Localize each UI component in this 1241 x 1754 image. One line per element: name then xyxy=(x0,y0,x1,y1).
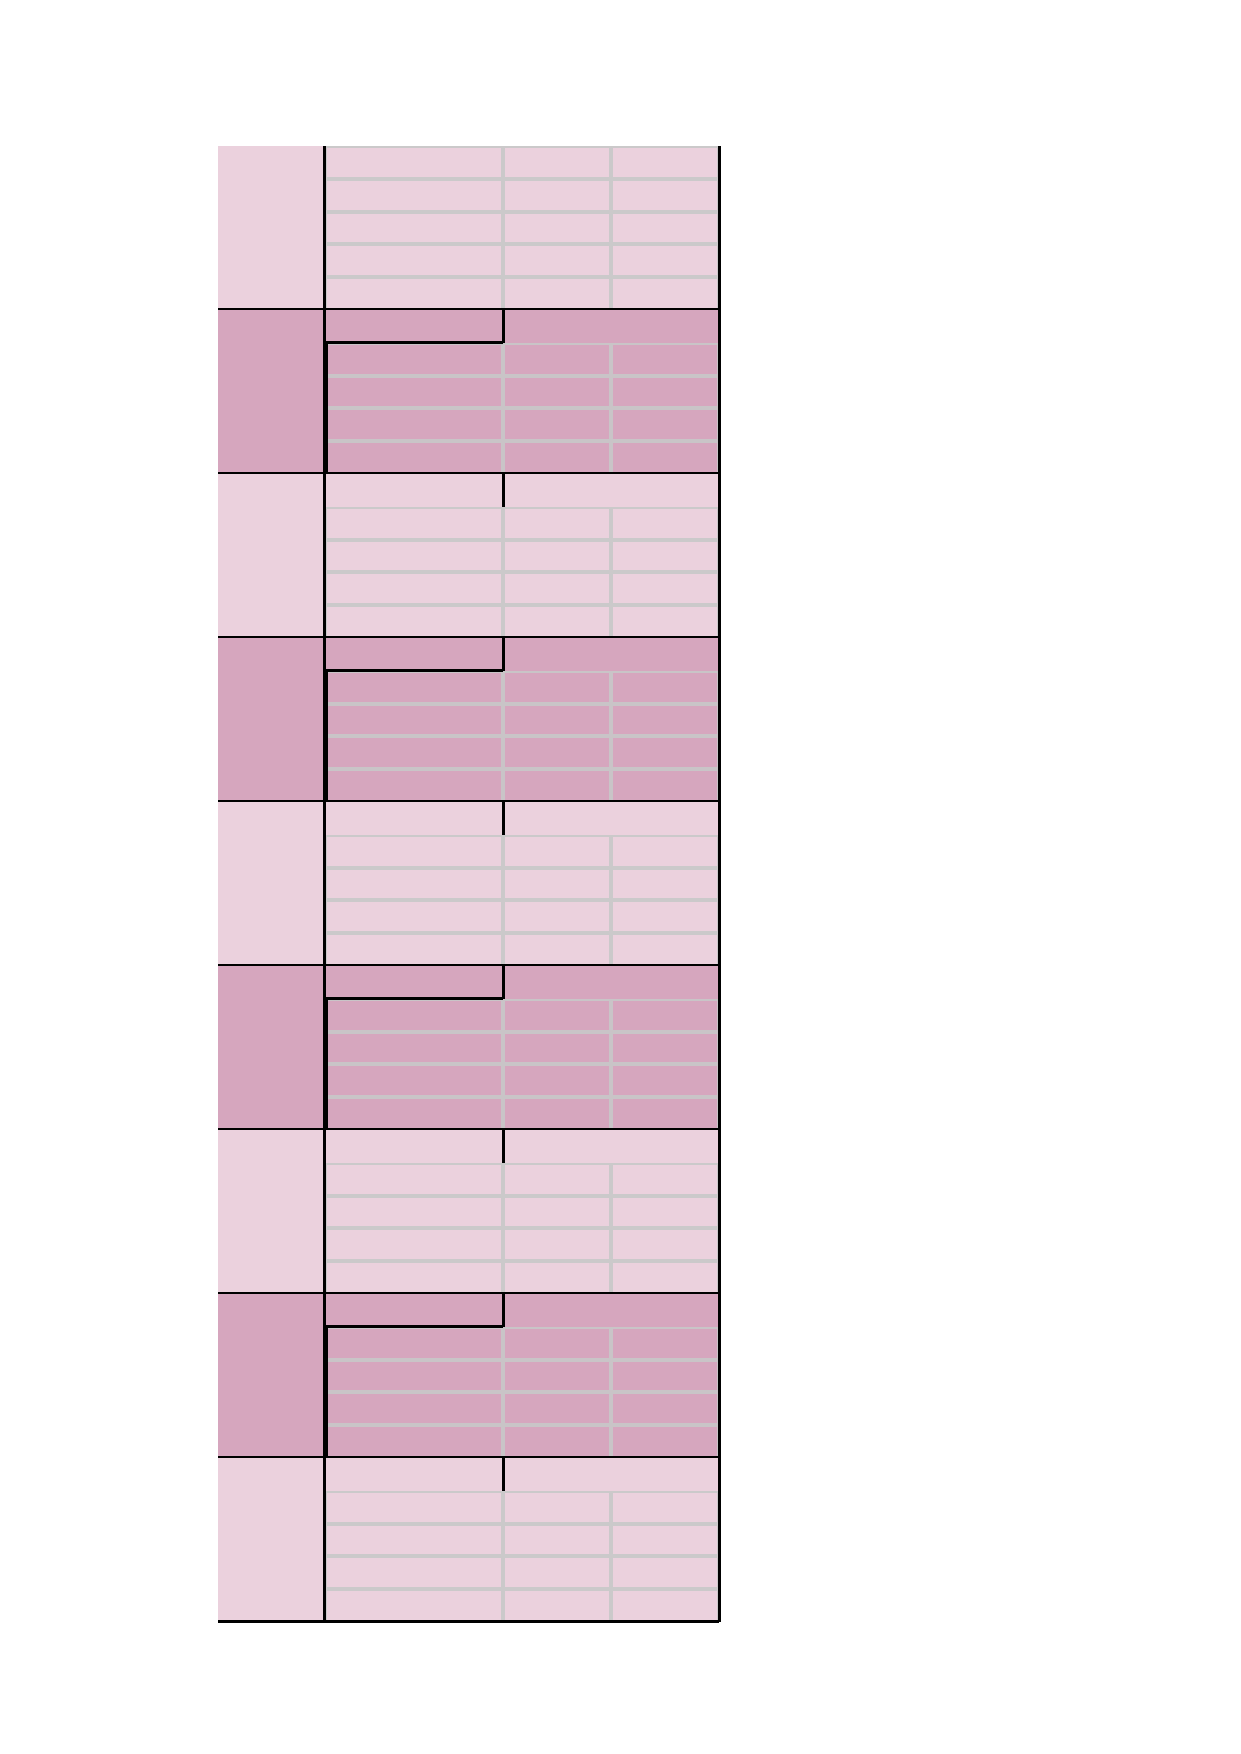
score-cell[interactable] xyxy=(503,146,611,179)
player-row xyxy=(325,835,719,868)
name-cell xyxy=(325,1360,503,1393)
game-id-row xyxy=(325,966,719,999)
name-cell xyxy=(325,1228,503,1261)
player-row xyxy=(325,441,719,474)
score-cell[interactable] xyxy=(611,671,719,704)
d1-group xyxy=(218,310,719,474)
name-cell xyxy=(325,933,503,966)
score-cell[interactable] xyxy=(503,736,611,769)
name-cell xyxy=(325,1261,503,1294)
d1-group-label xyxy=(218,310,325,474)
score-cell[interactable] xyxy=(503,1589,611,1622)
d1-group xyxy=(218,474,719,638)
border-line xyxy=(502,638,505,671)
game-id-row xyxy=(325,1294,719,1327)
game-id-field[interactable] xyxy=(503,966,719,999)
score-cell[interactable] xyxy=(503,1524,611,1557)
score-cell[interactable] xyxy=(503,1425,611,1458)
score-cell[interactable] xyxy=(503,933,611,966)
score-cell[interactable] xyxy=(503,1491,611,1524)
name-cell xyxy=(325,1097,503,1130)
player-row xyxy=(325,212,719,245)
name-cell xyxy=(325,671,503,704)
score-cell[interactable] xyxy=(611,277,719,310)
player-row xyxy=(325,244,719,277)
name-cell xyxy=(325,1392,503,1425)
score-cell[interactable] xyxy=(503,704,611,737)
player-row xyxy=(325,1392,719,1425)
score-cell[interactable] xyxy=(611,900,719,933)
border-line xyxy=(502,966,505,999)
score-cell[interactable] xyxy=(611,540,719,573)
player-row xyxy=(325,1163,719,1196)
name-cell xyxy=(325,999,503,1032)
score-cell[interactable] xyxy=(503,179,611,212)
player-row xyxy=(325,1228,719,1261)
name-cell xyxy=(325,868,503,901)
name-cell xyxy=(325,1064,503,1097)
game-id-row xyxy=(325,310,719,343)
score-cell[interactable] xyxy=(503,1360,611,1393)
player-row xyxy=(325,572,719,605)
score-cell[interactable] xyxy=(503,441,611,474)
score-cell[interactable] xyxy=(503,671,611,704)
score-cell[interactable] xyxy=(503,1097,611,1130)
d1-group-label xyxy=(218,638,325,802)
score-cell[interactable] xyxy=(503,1163,611,1196)
score-cell[interactable] xyxy=(503,999,611,1032)
name-cell xyxy=(325,1491,503,1524)
name-cell xyxy=(325,507,503,540)
d1-group-label xyxy=(218,474,325,638)
player-row xyxy=(325,376,719,409)
score-cell[interactable] xyxy=(503,1392,611,1425)
score-cell[interactable] xyxy=(503,1228,611,1261)
score-cell[interactable] xyxy=(611,999,719,1032)
score-cell[interactable] xyxy=(611,736,719,769)
score-cell[interactable] xyxy=(611,343,719,376)
d1-group-label xyxy=(218,1458,325,1622)
d1-group xyxy=(218,802,719,966)
score-cell[interactable] xyxy=(503,408,611,441)
d1-group xyxy=(218,1130,719,1294)
score-cell[interactable] xyxy=(611,605,719,638)
score-cell[interactable] xyxy=(503,212,611,245)
score-cell[interactable] xyxy=(611,244,719,277)
score-cell[interactable] xyxy=(503,900,611,933)
border-line xyxy=(323,1458,326,1622)
player-row xyxy=(325,1360,719,1393)
player-row xyxy=(325,1556,719,1589)
d1-group xyxy=(218,966,719,1130)
score-cell[interactable] xyxy=(611,933,719,966)
border-line xyxy=(502,1294,505,1327)
border-line xyxy=(325,999,328,1130)
player-row xyxy=(325,1491,719,1524)
score-cell[interactable] xyxy=(611,1327,719,1360)
border-line xyxy=(502,474,505,507)
score-cell[interactable] xyxy=(503,1556,611,1589)
score-cell[interactable] xyxy=(611,868,719,901)
player-row xyxy=(325,507,719,540)
player-row xyxy=(325,540,719,573)
name-cell xyxy=(325,736,503,769)
border-line xyxy=(218,1620,719,1623)
score-cell[interactable] xyxy=(611,1491,719,1524)
name-cell xyxy=(325,1032,503,1065)
score-cell[interactable] xyxy=(503,1327,611,1360)
player-row xyxy=(325,999,719,1032)
player-row xyxy=(325,1196,719,1229)
score-cell[interactable] xyxy=(503,1261,611,1294)
player-row xyxy=(325,408,719,441)
name-cell xyxy=(325,704,503,737)
game-id-field[interactable] xyxy=(503,310,719,343)
score-cell[interactable] xyxy=(503,572,611,605)
score-cell[interactable] xyxy=(503,507,611,540)
score-cell[interactable] xyxy=(611,507,719,540)
d1-group-label xyxy=(218,146,325,310)
player-row xyxy=(325,1064,719,1097)
name-cell xyxy=(325,1196,503,1229)
d1-group-label xyxy=(218,802,325,966)
player-row xyxy=(325,1524,719,1557)
score-cell[interactable] xyxy=(611,1524,719,1557)
name-cell xyxy=(325,146,503,179)
name-cell xyxy=(325,441,503,474)
score-cell[interactable] xyxy=(611,1097,719,1130)
name-cell xyxy=(325,769,503,802)
score-cell[interactable] xyxy=(611,1392,719,1425)
score-cell[interactable] xyxy=(611,441,719,474)
player-row xyxy=(325,1097,719,1130)
d1-group xyxy=(218,146,719,310)
player-row xyxy=(325,1032,719,1065)
player-row xyxy=(325,1589,719,1622)
name-cell xyxy=(325,900,503,933)
player-row xyxy=(325,277,719,310)
name-cell xyxy=(325,1163,503,1196)
name-cell xyxy=(325,1327,503,1360)
player-row xyxy=(325,736,719,769)
d1-group xyxy=(218,638,719,802)
game-id-field[interactable] xyxy=(503,638,719,671)
game-id-row xyxy=(325,474,719,507)
d1-group xyxy=(218,1294,719,1458)
score-cell[interactable] xyxy=(611,1360,719,1393)
border-line xyxy=(323,474,326,638)
score-cell[interactable] xyxy=(503,1064,611,1097)
score-cell[interactable] xyxy=(611,835,719,868)
score-cell[interactable] xyxy=(611,1196,719,1229)
score-cell[interactable] xyxy=(611,1032,719,1065)
score-cell[interactable] xyxy=(611,1425,719,1458)
name-cell xyxy=(325,244,503,277)
player-row xyxy=(325,1261,719,1294)
score-cell[interactable] xyxy=(503,835,611,868)
player-row xyxy=(325,704,719,737)
name-cell xyxy=(325,376,503,409)
score-cell[interactable] xyxy=(503,868,611,901)
d1-group-label xyxy=(218,966,325,1130)
score-cell[interactable] xyxy=(611,572,719,605)
border-line xyxy=(502,802,505,835)
score-cell[interactable] xyxy=(611,376,719,409)
score-cell[interactable] xyxy=(503,540,611,573)
game-id-field[interactable] xyxy=(503,474,719,507)
border-line xyxy=(325,343,328,474)
border-line xyxy=(323,146,326,310)
player-row xyxy=(325,769,719,802)
score-cell[interactable] xyxy=(611,1556,719,1589)
name-cell xyxy=(325,1425,503,1458)
player-row xyxy=(325,343,719,376)
score-cell[interactable] xyxy=(611,408,719,441)
game-id-row xyxy=(325,146,719,179)
border-line xyxy=(325,997,503,1000)
game-id-field[interactable] xyxy=(503,1294,719,1327)
score-cell[interactable] xyxy=(503,1196,611,1229)
player-row xyxy=(325,1327,719,1360)
border-line xyxy=(502,310,505,343)
score-cell[interactable] xyxy=(611,146,719,179)
border-line xyxy=(502,1458,505,1491)
border-line xyxy=(325,1327,328,1458)
border-line xyxy=(323,802,326,966)
border-line xyxy=(325,669,503,672)
score-cell[interactable] xyxy=(611,179,719,212)
score-cell[interactable] xyxy=(503,244,611,277)
player-row xyxy=(325,933,719,966)
name-cell xyxy=(325,408,503,441)
player-row xyxy=(325,1425,719,1458)
name-cell xyxy=(325,835,503,868)
player-row xyxy=(325,868,719,901)
name-cell xyxy=(325,343,503,376)
score-cell[interactable] xyxy=(611,1163,719,1196)
score-cell[interactable] xyxy=(503,605,611,638)
player-row xyxy=(325,671,719,704)
d1-group-label xyxy=(218,1130,325,1294)
score-cell[interactable] xyxy=(611,1228,719,1261)
game-id-row xyxy=(325,802,719,835)
score-cell[interactable] xyxy=(503,376,611,409)
player-row xyxy=(325,605,719,638)
name-cell xyxy=(325,212,503,245)
score-cell[interactable] xyxy=(611,1589,719,1622)
border-line xyxy=(325,1325,503,1328)
game-id-row xyxy=(325,638,719,671)
name-cell xyxy=(325,605,503,638)
name-cell xyxy=(325,277,503,310)
border-line xyxy=(718,146,721,1622)
game-id-field[interactable] xyxy=(503,802,719,835)
score-cell[interactable] xyxy=(611,1261,719,1294)
score-cell[interactable] xyxy=(611,704,719,737)
name-cell xyxy=(325,179,503,212)
name-cell xyxy=(325,540,503,573)
border-line xyxy=(325,341,503,344)
score-cell[interactable] xyxy=(503,769,611,802)
game-id-field[interactable] xyxy=(503,1458,719,1491)
name-cell xyxy=(325,1524,503,1557)
score-cell[interactable] xyxy=(611,212,719,245)
score-cell[interactable] xyxy=(503,277,611,310)
border-line xyxy=(502,1130,505,1163)
border-line xyxy=(323,1130,326,1294)
score-cell[interactable] xyxy=(503,343,611,376)
d1-group xyxy=(218,1458,719,1622)
score-cell[interactable] xyxy=(611,1064,719,1097)
player-row xyxy=(325,179,719,212)
score-cell[interactable] xyxy=(611,769,719,802)
player-row xyxy=(325,900,719,933)
game-id-row xyxy=(325,1130,719,1163)
score-cell[interactable] xyxy=(503,1032,611,1065)
name-cell xyxy=(325,572,503,605)
game-id-row xyxy=(325,1458,719,1491)
name-cell xyxy=(325,1589,503,1622)
name-cell xyxy=(325,1556,503,1589)
border-line xyxy=(325,671,328,802)
game-id-field[interactable] xyxy=(503,1130,719,1163)
d1-group-label xyxy=(218,1294,325,1458)
